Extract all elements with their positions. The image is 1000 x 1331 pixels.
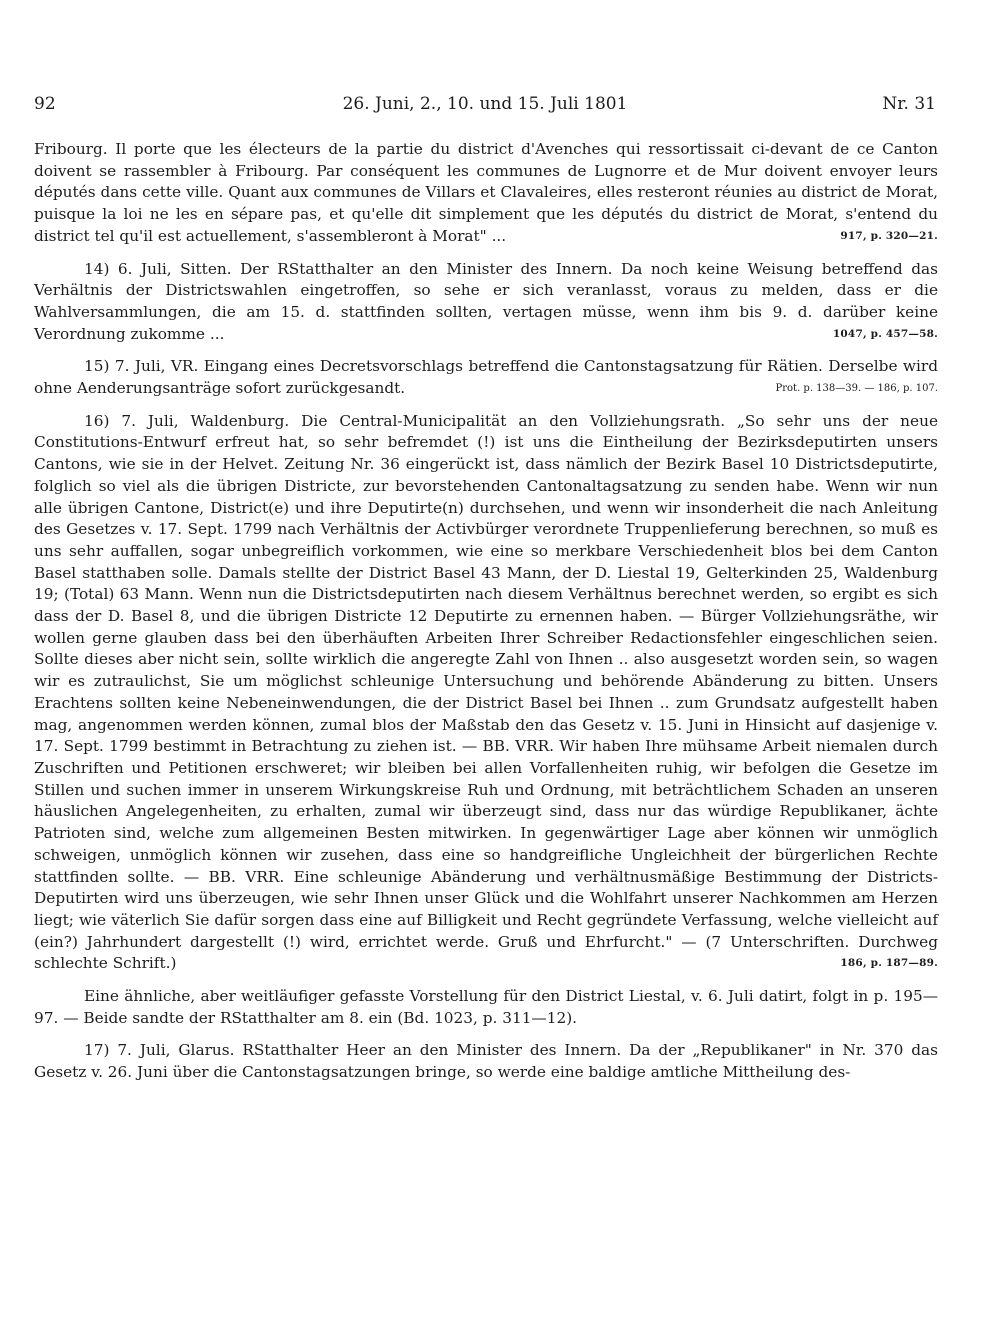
paragraph-text: Eine ähnliche, aber weitläufiger gefasste Vorstellung für den District Liestal, v. 6. Juli datirt, folgt in p. 195—97. — Beide sandte der RStatthalter am 8. ein (Bd. 1023, p. 311—12). bbox=[34, 987, 938, 1027]
paragraph-text: Fribourg. Il porte que les électeurs de la partie du district d'Avenches qui ressortissait ci-devant de ce Canton doivent se rassembler à Fribourg. Par conséquent les communes de Lugnorre et de Mur doivent envoyer leurs députés dans cette ville. Quant aux communes de Villars et Clavaleires, elles resteront réunies au district de Morat, puisque la loi ne les en sépare pas, et qu'elle dit simplement que les députés du district de Morat, s'entend du district tel qu'il est actuellement, s'assembleront à Morat" ... bbox=[34, 140, 938, 245]
paragraph-text: 17) 7. Juli, Glarus. RStatthalter Heer an den Minister des Innern. Da der „Republikaner" in Nr. 370 das Gesetz v. 26. Juni über die Cantonstagsatzungen bringe, so werde eine baldige amtliche Mittheilung des- bbox=[34, 1041, 938, 1082]
paragraph-entry-14 bbox=[34, 259, 938, 346]
paragraph-text: 15) 7. Juli, VR. Eingang eines Decretsvorschlags betreffend die Cantonstagsatzung für Rätien. Derselbe wird ohne Aenderungsanträge sofort zurückgesandt. bbox=[34, 357, 938, 398]
paragraph-note bbox=[34, 986, 938, 1029]
running-title: 26. Juni, 2., 10. und 15. Juli 1801 bbox=[342, 94, 628, 114]
document-number: Nr. 31 bbox=[882, 94, 936, 114]
source-reference: 1047, p. 457—58. bbox=[832, 327, 938, 340]
paragraph-entry-15 bbox=[34, 356, 938, 399]
source-reference: 917, p. 320—21. bbox=[840, 229, 938, 242]
source-reference: 186, p. 187—89. bbox=[840, 957, 938, 970]
paragraph-entry-16 bbox=[34, 411, 938, 975]
paragraph-text: 16) 7. Juli, Waldenburg. Die Central-Municipalität an den Vollziehungsrath. „So sehr uns der neue Constitutions-Entwurf erfreut hat, so sehr befremdet (!) ist uns die Eintheilung der Bezirksdeputirten unsers Cantons, wie sie in der Helvet. Zeitung Nr. 36 eingerückt ist, dass nämlich der Bezirk Basel 10 Districtsdeputirte, folglich so viel als die übrigen Districte, zur bevorstehenden Cantonaltagsatzung zu senden habe. Wenn wir nun alle übrigen Cantone, District(e) und ihre Deputirte(n) durchsehen, und wenn wir insonderheit die nach Anleitung des Gesetzes v. 17. Sept. 1799 nach Verhältnis der Activbürger verordnete Truppenlieferung berechnen, so muß es uns sehr auffallen, sogar unbegreiflich vorkommen, wie eine so merkbare Verschiedenheit blos bei dem Canton Basel statthaben solle. Damals stellte der District Basel 43 Mann, der D. Liestal 19, Gelterkinden 25, Waldenburg 19; (Total) 63 Mann. Wenn nun die Districtsdeputirten nach diesem Verhältnus berechnet werden, so ergibt es sich dass der D. Basel 8, und die übrigen Districte 12 Deputirte zu ernennen haben. — Bürger Vollziehungsräthe, wir wollen gerne glauben dass bei den überhäuften Arbeiten Ihrer Schreiber Redactionsfehler eingeschlichen seien. Sollte dieses aber nicht sein, sollte wirklich die angeregte Zahl von Ihnen .. also ausgesetzt worden sein, so wagen wir es zutraulichst, Sie um möglichst schleunige Untersuchung und behörende Abänderung zu bitten. Unsers Erachtens sollten keine Nebeneinwendungen, die der District Basel bei Ihnen .. zum Grundsatz aufgestellt haben mag, angenommen werden können, zumal blos der Maßstab den das Gesetz v. 15. Juni in Hinsicht auf dasjenige v. 17. Sept. 1799 bestimmt in Betrachtung zu ziehen ist. — BB. VRR. Wir haben Ihre mühsame Arbeit niemalen durch Zuschriften und Petitionen erschweret; wir bleiben bei allen Vorfallenheiten ruhig, wir befolgen die Gesetze im Stillen und suchen immer in unserem Wirkungskreise Ruh und Ordnung, mit beträchtlichem Schaden an unseren häuslichen Angelegenheiten, zu erhalten, zumal wir überzeugt sind, dass nur das würdige Republikaner, ächte Patrioten sind, welche zum allgemeinen Besten mitwirken. In gegenwärtiger Lage aber können wir unmöglich schweigen, unmöglich können wir zusehen, dass eine so handgreifliche Ungleichheit der bürgerlichen Rechte stattfinden sollte. — BB. VRR. Eine schleunige Abänderung und verhältnusmäßige Bestimmung der Districts-Deputirten wird uns überzeugen, wie sehr Ihnen unser Glück und die Wohlfahrt unserer Nachkommen am Herzen liegt; wie väterlich Sie dafür sorgen dass eine auf Billigkeit und Recht gegründete Verfassung, welche vielleicht auf (ein?) Jahrhundert dargestellt (!) wird, errichtet werde. Gruß und Ehrfurcht." — (7 Unterschriften. Durchweg schlechte Schrift.) bbox=[34, 411, 938, 973]
source-reference: Prot. p. 138—39. — 186, p. 107. bbox=[775, 383, 938, 395]
paragraph-text: 14) 6. Juli, Sitten. Der RStatthalter an den Minister des Innern. Da noch keine Weisung betreffend das Verhältnis der Districtswahlen eingetroffen, so sehe er sich veranlasst, voraus zu melden, dass er die Wahlversammlungen, die am 15. d. stattfinden sollten, vertagen müsse, wenn ihm bis 9. d. darüber keine Verordnung zukomme ... bbox=[34, 259, 938, 343]
page-body bbox=[34, 139, 938, 1084]
page-header bbox=[34, 94, 936, 124]
paragraph-entry-17 bbox=[34, 1040, 938, 1083]
page-number: 92 bbox=[34, 94, 56, 114]
paragraph-continuation bbox=[34, 139, 938, 248]
